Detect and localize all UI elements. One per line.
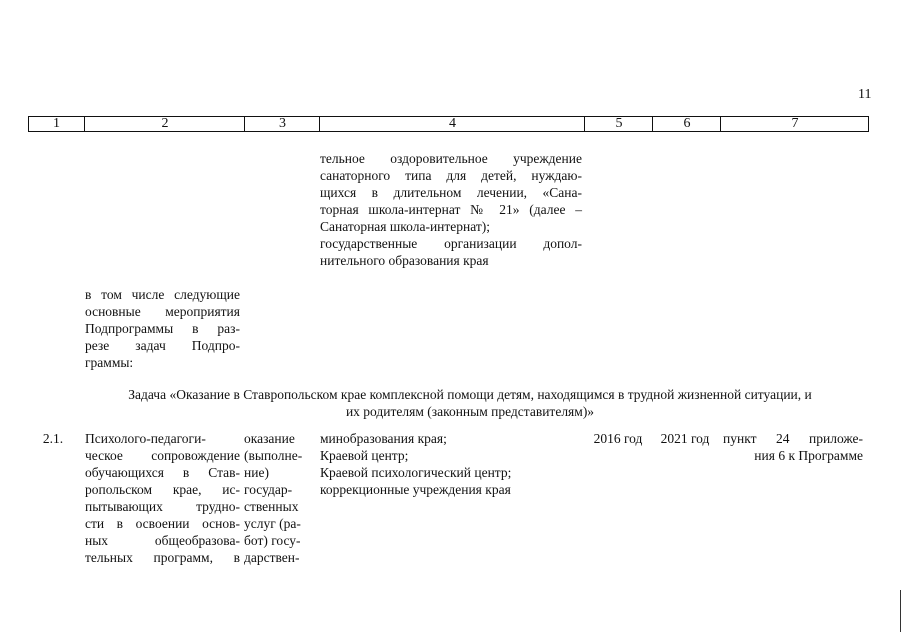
text-line: (выполне- <box>244 448 303 463</box>
text-line: дарствен- <box>244 550 300 565</box>
text-line: граммы: <box>85 355 134 370</box>
text-line: обучающихся в Став- <box>85 465 240 480</box>
column-number-3: 3 <box>244 117 320 131</box>
page-number: 11 <box>858 87 872 102</box>
text-line: щихся в длительном лечении, «Сана- <box>320 185 582 200</box>
text-line: оказание <box>244 431 295 446</box>
text-line: нительного образования края <box>320 253 489 268</box>
text-line: пытывающих трудно- <box>85 499 240 514</box>
text-line: государ- <box>244 482 293 497</box>
text-line: торная школа-интернат № 21» (далее – <box>320 202 582 217</box>
task-heading-line: Задача «Оказание в Ставропольском крае комплексной помощи детям, находящимся в трудной жизненной ситуации, и <box>128 387 812 402</box>
scan-edge-line <box>900 590 901 632</box>
measure-type <box>244 430 314 566</box>
table-header-row <box>28 116 869 132</box>
text-line: ние) <box>244 465 269 480</box>
text-line: тельных программ, в <box>85 550 240 565</box>
text-line: минобразования края; <box>320 431 447 446</box>
text-line: ческое сопровождение <box>85 448 240 463</box>
row-number: 2.1. <box>42 431 64 446</box>
end-year: 2021 год <box>660 431 710 446</box>
executors <box>320 430 582 498</box>
text-line: тельное оздоровительное учреждение <box>320 151 582 166</box>
text-line: основные мероприятия <box>85 304 240 319</box>
text-line: Подпрограммы в раз- <box>85 321 240 336</box>
text-line: Краевой психологический центр; <box>320 465 512 480</box>
program-link <box>723 430 863 464</box>
column-number-7: 7 <box>720 117 869 131</box>
text-line: резе задач Подпро- <box>85 338 240 353</box>
continued-executors-text <box>320 150 582 269</box>
text-line: ственных <box>244 499 299 514</box>
text-line: ропольском крае, ис- <box>85 482 240 497</box>
start-year: 2016 год <box>593 431 643 446</box>
column-number-4: 4 <box>319 117 585 131</box>
task-heading-line: их родителям (законным представителям)» <box>345 404 595 419</box>
text-line: услуг (ра- <box>244 516 301 531</box>
text-line: санаторного типа для детей, нуждаю- <box>320 168 582 183</box>
text-line: коррекционные учреждения края <box>320 482 511 497</box>
text-line: государственные организации допол- <box>320 236 582 251</box>
text-line: ния 6 к Программе <box>754 448 863 463</box>
text-line: Санаторная школа-интернат); <box>320 219 491 234</box>
text-line: Краевой центр; <box>320 448 409 463</box>
column-number-6: 6 <box>652 117 721 131</box>
text-line: сти в освоении основ- <box>85 516 240 531</box>
text-line: пункт 24 приложе- <box>723 431 863 446</box>
measure-name <box>85 430 240 566</box>
text-line: в том числе следующие <box>85 287 240 302</box>
task-heading <box>60 386 880 420</box>
text-line: бот) госу- <box>244 533 301 548</box>
text-line: ных общеобразова- <box>85 533 240 548</box>
column-number-5: 5 <box>584 117 653 131</box>
column-number-1: 1 <box>53 116 60 131</box>
text-line: Психолого-педагоги- <box>85 431 206 446</box>
including-measures-text <box>85 286 240 371</box>
column-number-2: 2 <box>84 117 245 131</box>
